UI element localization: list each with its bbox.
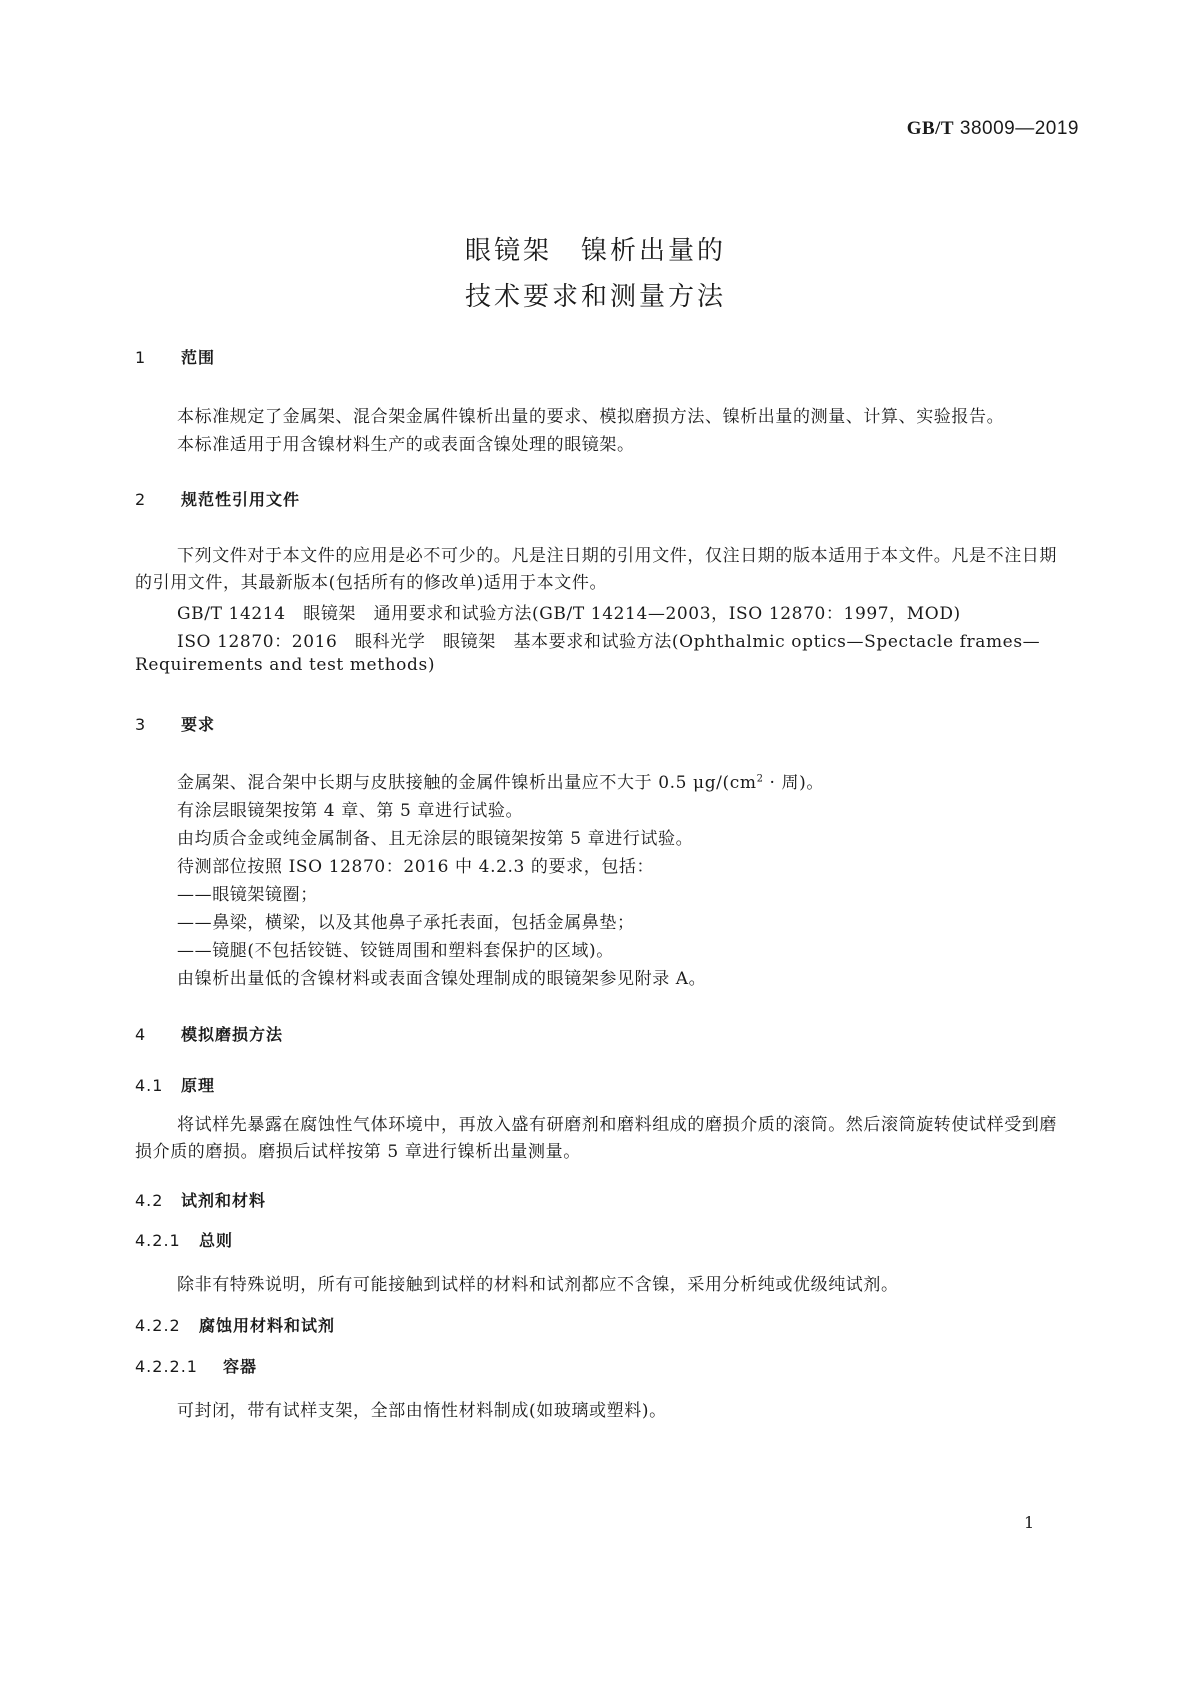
standard-prefix: GB/T	[906, 118, 955, 139]
section-heading-4-2-2-1	[135, 1354, 257, 1377]
section-number: 4.1	[135, 1076, 164, 1095]
section-title: 总则	[199, 1231, 234, 1250]
section-title: 要求	[181, 715, 216, 734]
section-number: 1	[135, 348, 147, 367]
requirement-text-end: · 周)。	[763, 773, 824, 793]
section-heading-4-2-1	[135, 1228, 233, 1251]
scope-paragraph-2: 本标准适用于用含镍材料生产的或表面含镍处理的眼镜架。	[177, 435, 635, 455]
section-number: 3	[135, 715, 147, 734]
principle-paragraph: 将试样先暴露在腐蚀性气体环境中，再放入盛有研磨剂和磨料组成的磨损介质的滚筒。然后滚筒旋转使试样受到磨损介质的磨损。磨损后试样按第 5 章进行镍析出量测量。	[135, 1115, 1057, 1162]
section-heading-4-2	[135, 1188, 266, 1211]
section-number: 4.2	[135, 1191, 164, 1210]
document-title	[0, 228, 1191, 320]
general-paragraph: 除非有特殊说明，所有可能接触到试样的材料和试剂都应不含镍，采用分析纯或优级纯试剂。	[177, 1275, 899, 1295]
standard-code	[907, 118, 1079, 140]
section-heading-4-2-2	[135, 1313, 335, 1336]
requirement-list-item-1: ——眼镜架镜圈；	[177, 885, 318, 905]
scope-paragraph-1: 本标准规定了金属架、混合架金属件镍析出量的要求、模拟磨损方法、镍析出量的测量、计算、实验报告。	[177, 407, 1005, 427]
reference-gbt14214: GB/T 14214 眼镜架 通用要求和试验方法(GB/T 14214—2003，ISO 12870：1997，MOD)	[177, 604, 961, 624]
section-number: 4.2.2.1	[135, 1357, 198, 1376]
requirement-line-1	[177, 768, 824, 793]
reference-iso12870: ISO 12870：2016 眼科光学 眼镜架 基本要求和试验方法(Ophthalmic optics—Spectacle frames—	[177, 632, 1041, 652]
section-heading-2	[135, 487, 300, 510]
requirement-line-8: 由镍析出量低的含镍材料或表面含镍处理制成的眼镜架参见附录 A。	[177, 969, 707, 989]
standard-number: 38009—2019	[959, 118, 1079, 139]
section-title: 模拟磨损方法	[181, 1025, 284, 1044]
section-number: 4	[135, 1025, 147, 1044]
requirement-list-item-2: ——鼻梁，横梁，以及其他鼻子承托表面，包括金属鼻垫；	[177, 913, 635, 933]
requirement-line-3: 由均质合金或纯金属制备、且无涂层的眼镜架按第 5 章进行试验。	[177, 829, 694, 849]
section-title: 试剂和材料	[181, 1191, 267, 1210]
section-heading-4	[135, 1022, 283, 1045]
section-heading-3	[135, 712, 215, 735]
superscript: 2	[756, 773, 764, 785]
section-title: 腐蚀用材料和试剂	[199, 1316, 336, 1335]
requirement-line-2: 有涂层眼镜架按第 4 章、第 5 章进行试验。	[177, 801, 524, 821]
requirement-list-item-3: ——镜腿(不包括铰链、铰链周围和塑料套保护的区域)。	[177, 941, 614, 961]
section-title: 规范性引用文件	[181, 490, 301, 509]
title-line-1: 眼镜架 镍析出量的	[464, 236, 726, 266]
page-number: 1	[1024, 1513, 1035, 1532]
section-number: 4.2.2	[135, 1316, 181, 1335]
section-number: 2	[135, 490, 147, 509]
container-paragraph: 可封闭，带有试样支架，全部由惰性材料制成(如玻璃或塑料)。	[177, 1401, 667, 1421]
normative-refs-intro: 下列文件对于本文件的应用是必不可少的。凡是注日期的引用文件，仅注日期的版本适用于本文件。凡是不注日期的引用文件，其最新版本(包括所有的修改单)适用于本文件。	[135, 546, 1057, 593]
section-title: 原理	[181, 1076, 216, 1095]
reference-iso12870-cont: Requirements and test methods)	[135, 655, 436, 675]
requirement-text: 金属架、混合架中长期与皮肤接触的金属件镍析出量应不大于 0.5 μg/(cm	[177, 773, 757, 793]
section-title: 容器	[223, 1357, 258, 1376]
requirement-line-4: 待测部位按照 ISO 12870：2016 中 4.2.3 的要求，包括：	[177, 857, 655, 877]
section-heading-1	[135, 345, 215, 368]
section-title: 范围	[181, 348, 216, 367]
section-number: 4.2.1	[135, 1231, 181, 1250]
title-line-2: 技术要求和测量方法	[464, 282, 726, 312]
section-heading-4-1	[135, 1073, 215, 1096]
